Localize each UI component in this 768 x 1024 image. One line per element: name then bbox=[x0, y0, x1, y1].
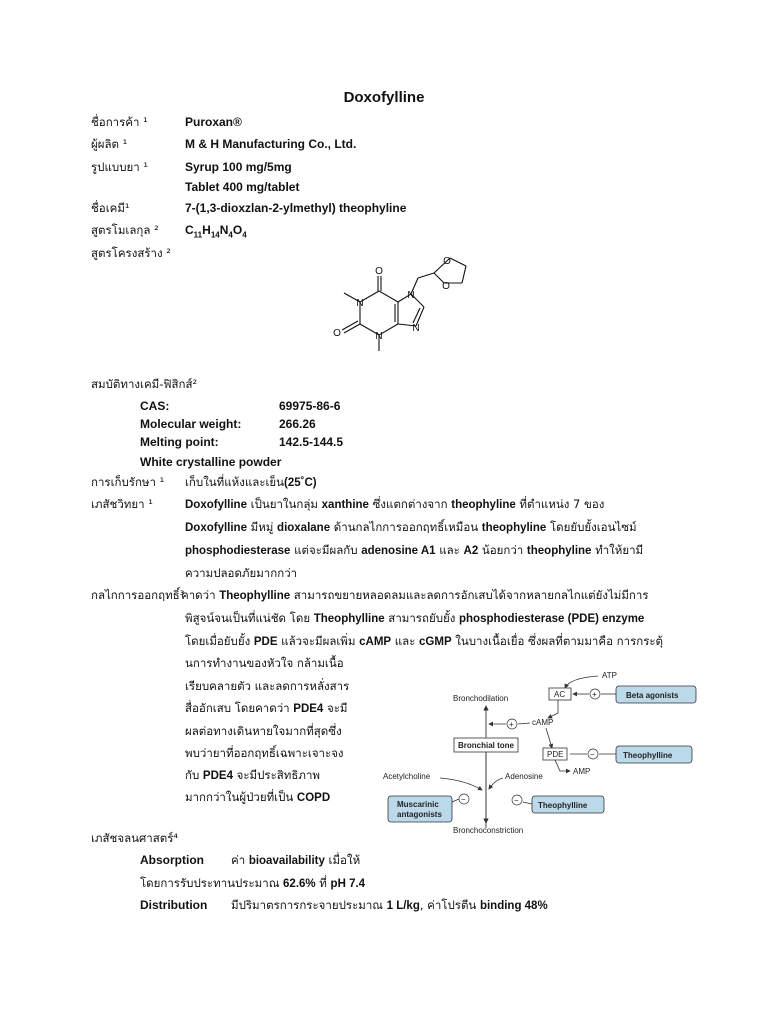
label-amp: AMP bbox=[573, 767, 591, 776]
pharmacology-line-4: ความปลอดภัยมากกว่า bbox=[185, 566, 298, 580]
storage-text: เก็บในที่แห้งและเย็น bbox=[185, 475, 285, 489]
mechanism-line-1 bbox=[181, 585, 649, 606]
pharm-l1-e: theophyline bbox=[451, 499, 516, 511]
manufacturer-value: M & H Manufacturing Co., Ltd. bbox=[185, 137, 357, 151]
pharmacology-line-3 bbox=[185, 540, 643, 561]
pharm-l2-c: dioxalane bbox=[277, 522, 331, 534]
abs-l2-a: โดยการรับประทานประมาณ bbox=[140, 876, 284, 890]
mech-l9-a: กับ bbox=[185, 768, 203, 782]
pharm-l3-b: แต่จะมีผลกับ bbox=[290, 543, 362, 557]
sign-plus-camp: + bbox=[509, 720, 514, 729]
atom-o-left: O bbox=[333, 328, 341, 339]
abs-l1-a: ค่า bbox=[231, 853, 249, 867]
atom-n7: N bbox=[407, 290, 415, 301]
pharm-l1-a: Doxofylline bbox=[185, 499, 247, 511]
formula-h: H bbox=[202, 223, 211, 237]
mech-l2-a: พิสูจน์จนเป็นที่แน่ชัด โดย bbox=[185, 611, 314, 625]
formula-n-count: 4 bbox=[228, 230, 233, 240]
cas-key: CAS: bbox=[140, 399, 170, 413]
mp-value: 142.5-144.5 bbox=[279, 435, 344, 449]
chemical-name-value: 7-(1,3-dioxzlan-2-ylmethyl) theophyline bbox=[185, 201, 407, 215]
mech-l3-d: cAMP bbox=[359, 636, 392, 648]
pharm-l3-f: น้อยกว่า bbox=[478, 543, 527, 557]
molecular-formula-row bbox=[0, 220, 768, 240]
pharmacology-label: เภสัชวิทยา ¹ bbox=[91, 497, 153, 511]
mp-key: Melting point: bbox=[140, 435, 219, 449]
document-title: Doxofylline bbox=[343, 89, 425, 106]
atom-o-dioxolane-1: O bbox=[442, 281, 450, 292]
absorption-line-1 bbox=[231, 850, 360, 871]
label-muscarinic-1: Muscarinic bbox=[397, 800, 439, 809]
pharm-l3-g: theophyline bbox=[526, 545, 592, 557]
mechanism-line-7: ผลต่อทางเดินหายใจมากที่สุดซึ่ง bbox=[185, 724, 342, 738]
label-acetylcholine: Acetylcholine bbox=[383, 772, 431, 781]
mechanism-line-8: พบว่ายาที่ออกฤทธิ์เฉพาะเจาะจง bbox=[185, 746, 344, 760]
pk-heading-row bbox=[0, 828, 768, 848]
atom-n3: N bbox=[375, 331, 383, 342]
mech-l2-d: phosphodiesterase (PDE) enzyme bbox=[459, 613, 645, 625]
chemical-name-row bbox=[0, 198, 768, 218]
mech-l3-c: แล้วจะมีผลเพิ่ม bbox=[277, 634, 360, 648]
pharm-l1-f: ที่ตำแหน่ง 7 ของ bbox=[515, 497, 605, 511]
pharm-l2-b: มีหมู่ bbox=[246, 520, 278, 534]
dist-l1-a: มีปริมาตรการกระจายประมาณ bbox=[231, 898, 387, 912]
formula-o-count: 4 bbox=[242, 230, 247, 240]
mechanism-line-10 bbox=[185, 787, 330, 808]
pharm-l1-b: เป็นยาในกลุ่ม bbox=[246, 497, 322, 511]
pharm-l2-e: theophyline bbox=[481, 522, 547, 534]
mech-l10-b: COPD bbox=[296, 792, 331, 804]
absorption-key: Absorption bbox=[140, 853, 204, 867]
mech-l1-b: Theophylline bbox=[219, 590, 291, 602]
mech-l9-b: PDE4 bbox=[202, 770, 233, 782]
label-bronchoconstriction: Bronchoconstriction bbox=[453, 826, 524, 835]
formula-n: N bbox=[219, 223, 229, 237]
dosage-form-tablet: Tablet 400 mg/tablet bbox=[185, 180, 300, 194]
dist-l1-d: binding 48% bbox=[479, 900, 548, 912]
dist-l1-b: 1 L/kg bbox=[386, 900, 420, 912]
mechanism-line-3 bbox=[185, 631, 663, 652]
pharm-l3-d: และ bbox=[435, 543, 464, 557]
bronchial-tone-diagram bbox=[380, 668, 720, 838]
abs-l1-c: เมื่อให้ bbox=[324, 853, 361, 867]
dist-l1-c: , ค่าโปรตีน bbox=[419, 898, 480, 912]
label-bronchodilation: Bronchodilation bbox=[453, 694, 509, 703]
sign-minus-adenosine: − bbox=[514, 796, 519, 805]
storage-row bbox=[0, 472, 768, 492]
mech-l2-b: Theophylline bbox=[313, 613, 385, 625]
storage-label: การเก็บรักษา ¹ bbox=[91, 475, 165, 489]
mw-row bbox=[0, 414, 768, 434]
mech-l3-e: และ bbox=[391, 634, 420, 648]
label-adenosine: Adenosine bbox=[505, 772, 543, 781]
mechanism-line-6 bbox=[185, 698, 347, 719]
mechanism-line-2 bbox=[185, 608, 644, 629]
cas-row bbox=[0, 396, 768, 416]
mech-l6-c: จะมี bbox=[323, 701, 348, 715]
label-muscarinic-2: antagonists bbox=[397, 810, 442, 819]
mech-l3-a: โดยเมื่อยับยั้ง bbox=[185, 634, 254, 648]
pharm-l3-e: A2 bbox=[463, 545, 479, 557]
physchem-heading-row bbox=[0, 374, 768, 394]
formula-o: O bbox=[232, 223, 243, 237]
dosage-form-row-2 bbox=[0, 177, 768, 197]
storage-temp: (25˚C) bbox=[284, 477, 317, 489]
absorption-row bbox=[0, 850, 768, 870]
label-theophylline-1: Theophylline bbox=[623, 751, 673, 760]
distribution-key: Distribution bbox=[140, 898, 208, 912]
appearance-row bbox=[0, 452, 768, 472]
atom-n1: N bbox=[356, 298, 364, 309]
storage-value bbox=[185, 472, 317, 493]
dosage-form-row bbox=[0, 157, 768, 177]
sign-minus-pde: − bbox=[590, 750, 595, 759]
manufacturer-label: ผู้ผลิต ¹ bbox=[91, 137, 128, 151]
chemical-name-label: ชื่อเคมี¹ bbox=[91, 201, 130, 215]
abs-l2-d: pH 7.4 bbox=[330, 878, 366, 890]
structure-label: สูตรโครงสร้าง ² bbox=[91, 246, 171, 260]
pharm-l3-h: ทำให้ยามี bbox=[591, 543, 644, 557]
mw-key: Molecular weight: bbox=[140, 417, 242, 431]
mech-l3-g: ในบางเนื้อเยื่อ ซึ่งผลที่ตามมาคือ การกระตุ้ bbox=[451, 634, 664, 648]
distribution-line-1 bbox=[231, 895, 548, 916]
formula-c: C bbox=[185, 223, 194, 237]
mech-l1-c: สามารถขยายหลอดลมและลดการอักเสบได้จากหลายกลไกแต่ยังไม่มีการ bbox=[290, 588, 649, 602]
mech-l3-b: PDE bbox=[253, 636, 278, 648]
pharm-l3-c: adenosine A1 bbox=[361, 545, 436, 557]
mech-l3-f: cGMP bbox=[419, 636, 452, 648]
pharm-l2-f: โดยยับยั้งเอนไซม์ bbox=[546, 520, 637, 534]
pharm-l1-d: ซึ่งแตกต่างจาก bbox=[368, 497, 452, 511]
pharm-l1-c: xanthine bbox=[321, 499, 369, 511]
doxofylline-structure bbox=[300, 256, 490, 372]
physchem-heading: สมบัติทางเคมี-ฟิสิกส์² bbox=[91, 377, 198, 391]
abs-l2-c: ที่ bbox=[315, 876, 331, 890]
pharm-l2-a: Doxofylline bbox=[185, 522, 247, 534]
mech-l9-c: จะมีประสิทธิภาพ bbox=[232, 768, 321, 782]
molecular-formula-value bbox=[185, 220, 247, 245]
atom-o-dioxolane-2: O bbox=[443, 256, 451, 267]
label-atp: ATP bbox=[602, 671, 617, 680]
absorption-line-2 bbox=[140, 873, 365, 894]
label-pde: PDE bbox=[547, 750, 564, 759]
dosage-form-label: รูปแบบยา ¹ bbox=[91, 160, 148, 174]
dosage-form-syrup: Syrup 100 mg/5mg bbox=[185, 160, 292, 174]
mechanism-label: กลไกการออกฤทธิ์³ bbox=[91, 588, 185, 602]
pharmacology-line-2 bbox=[185, 517, 637, 538]
manufacturer-row bbox=[0, 134, 768, 154]
sign-plus-ac: + bbox=[592, 690, 597, 699]
atom-o-top: O bbox=[375, 266, 383, 277]
label-ac: AC bbox=[554, 690, 566, 699]
mech-l10-a: มากกว่าในผู้ป่วยที่เป็น bbox=[185, 790, 297, 804]
appearance-value: White crystalline powder bbox=[140, 455, 282, 469]
sign-minus-muscarinic: − bbox=[461, 795, 466, 804]
atom-n9: N bbox=[412, 323, 420, 334]
pharmacology-line-1 bbox=[185, 494, 604, 515]
cas-value: 69975-86-6 bbox=[279, 399, 341, 413]
formula-h-count: 14 bbox=[210, 230, 220, 240]
trade-name-value: Puroxan® bbox=[185, 115, 242, 129]
abs-l2-b: 62.6% bbox=[283, 878, 316, 890]
label-camp: cAMP bbox=[532, 718, 554, 727]
mech-l6-b: PDE4 bbox=[293, 703, 324, 715]
mech-l6-a: สื่ออักเสบ โดยคาดว่า bbox=[185, 701, 294, 715]
trade-name-row bbox=[0, 112, 768, 132]
mechanism-line-9 bbox=[185, 765, 320, 786]
mw-value: 266.26 bbox=[279, 417, 316, 431]
mechanism-line-5: เรียบคลายตัว และลดการหลั่งสาร bbox=[185, 679, 350, 693]
structure-row bbox=[0, 243, 768, 263]
mech-l1-a: คาดว่า bbox=[181, 588, 220, 602]
mech-l2-c: สามารถยับยั้ง bbox=[384, 611, 459, 625]
mechanism-line-4: นการทำงานของหัวใจ กล้ามเนื้อ bbox=[185, 656, 344, 670]
trade-name-label: ชื่อการค้า ¹ bbox=[91, 115, 148, 129]
mp-row bbox=[0, 432, 768, 452]
distribution-row bbox=[0, 895, 768, 915]
label-bronchial-tone: Bronchial tone bbox=[458, 741, 515, 750]
molecular-formula-label: สูตรโมเลกุล ² bbox=[91, 223, 159, 237]
pk-heading: เภสัชจลนศาสตร์⁴ bbox=[91, 831, 179, 845]
pharm-l3-a: phosphodiesterase bbox=[185, 545, 291, 557]
abs-l1-b: bioavailability bbox=[248, 855, 325, 867]
label-theophylline-2: Theophylline bbox=[538, 801, 588, 810]
formula-c-count: 11 bbox=[193, 230, 203, 240]
pharm-l2-d: ด้านกลไกการออกฤทธิ์เหมือน bbox=[330, 520, 482, 534]
label-beta-agonists: Beta agonists bbox=[626, 691, 679, 700]
